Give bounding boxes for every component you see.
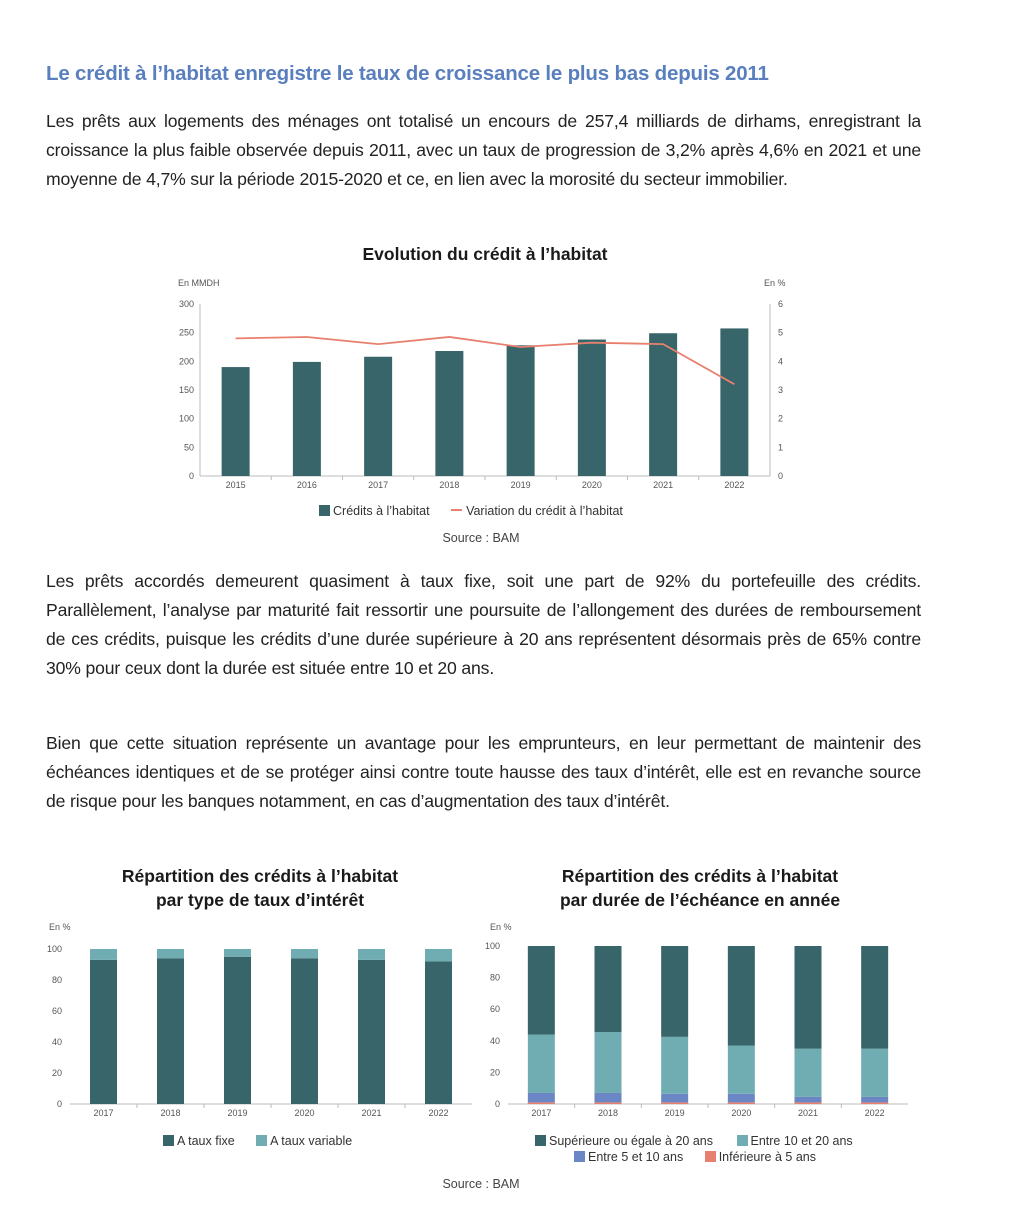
svg-text:2020: 2020	[581, 480, 602, 490]
svg-text:300: 300	[178, 299, 194, 309]
chart3-unit: En %	[490, 922, 512, 932]
paragraph-1: Les prêts aux logements des ménages ont totalisé un encours de 257,4 milliards de dirhams, enregistrant la croissance la plus faible observée depuis 2011, avec un taux de progression de 3,2% après 4,6% en 2021 et une moyenne de 4,7% sur la période 2015-2020 et ce, en lien avec la morosité du secteur immobilier.	[46, 111, 921, 189]
chart1-left-unit: En MMDH	[178, 278, 220, 288]
bar-segment	[595, 1093, 622, 1102]
legend-item-inf5: Inférieure à 5 ans	[705, 1150, 816, 1164]
svg-text:100: 100	[178, 413, 194, 424]
legend-swatch-icon	[705, 1151, 716, 1162]
legend-item-sup20: Supérieure ou égale à 20 ans	[535, 1134, 713, 1148]
svg-text:2015: 2015	[225, 480, 246, 490]
svg-text:0: 0	[188, 471, 194, 481]
svg-text:0: 0	[56, 1099, 62, 1109]
svg-text:20: 20	[489, 1067, 500, 1078]
paragraph-2: Les prêts accordés demeurent quasiment à taux fixe, soit une part de 92% du portefeuille des crédits. Parallèlement, l’analyse par maturité fait ressortir une poursuite de l’allongement des durées de remboursement de ces crédits, puisque les crédits d’une durée supérieure à 20 ans représentent désormais près de 65% contre 30% pour ceux dont la durée est située entre 10 et 20 ans.	[46, 571, 921, 678]
legend-item-10-20: Entre 10 et 20 ans	[737, 1134, 853, 1148]
svg-text:100: 100	[484, 941, 500, 951]
svg-text:0: 0	[494, 1099, 500, 1109]
section-heading: Le crédit à l’habitat enregistre le taux de croissance le plus bas depuis 2011	[46, 62, 769, 85]
bar-segment	[224, 957, 251, 1104]
bar-segment	[291, 958, 318, 1104]
svg-text:2019: 2019	[510, 480, 531, 490]
chart1-legend	[319, 504, 623, 518]
svg-text:40: 40	[51, 1037, 62, 1047]
chart1-plot	[160, 290, 820, 495]
paragraph-3: Bien que cette situation représente un avantage pour les emprunteurs, en leur permettant de maintenir des échéances identiques et de se protéger ainsi contre toute hausse des taux d’intérêt, elle est en revanche source de risque pour les banques notamment, en cas d’augmentation des taux d’intérêt.	[46, 733, 921, 811]
bar-segment	[528, 1034, 555, 1092]
legend-swatch-icon	[535, 1135, 546, 1146]
svg-text:2018: 2018	[160, 1108, 181, 1118]
svg-text:60: 60	[489, 1004, 500, 1015]
bar-segment	[661, 1094, 688, 1103]
svg-text:2021: 2021	[797, 1108, 819, 1118]
svg-text:2016: 2016	[296, 480, 317, 490]
chart2-title: Répartition des crédits à l’habitat par type de taux d’intérêt	[121, 866, 399, 910]
bar-segment	[595, 1032, 622, 1093]
svg-text:150: 150	[178, 385, 194, 395]
legend-item-variation: Variation du crédit à l’habitat	[451, 504, 623, 518]
svg-text:2: 2	[778, 413, 784, 424]
chart3-source: Source : BAM	[442, 1177, 520, 1191]
chart3-plot	[480, 934, 920, 1126]
svg-text:1: 1	[778, 442, 784, 453]
svg-text:2019: 2019	[227, 1108, 248, 1118]
svg-text:80: 80	[489, 972, 500, 983]
bar-segment	[90, 960, 117, 1104]
bar	[649, 333, 677, 476]
bar-segment	[795, 1097, 822, 1103]
bar-segment	[425, 949, 452, 961]
legend-swatch-icon	[163, 1135, 174, 1146]
svg-text:2017: 2017	[531, 1108, 552, 1118]
bar-segment	[224, 949, 251, 957]
chart1-source: Source : BAM	[442, 531, 520, 545]
bar-segment	[861, 946, 888, 1049]
chart3-title: Répartition des crédits à l’habitat par durée de l’échéance en année	[559, 866, 841, 910]
svg-text:40: 40	[489, 1035, 500, 1046]
bar-segment	[795, 946, 822, 1049]
bar-segment	[358, 960, 385, 1104]
chart2-unit: En %	[49, 922, 71, 932]
svg-text:0: 0	[778, 471, 784, 481]
svg-text:2019: 2019	[664, 1108, 685, 1118]
chart1-title: Evolution du crédit à l’habitat	[362, 244, 608, 264]
bar	[293, 362, 321, 476]
bar-segment	[157, 958, 184, 1104]
svg-text:2022: 2022	[864, 1108, 885, 1118]
svg-text:100: 100	[46, 944, 62, 954]
bar-segment	[90, 949, 117, 960]
bar	[435, 351, 463, 476]
chart1-right-unit: En %	[764, 278, 786, 288]
bar-segment	[728, 1046, 755, 1094]
svg-text:6: 6	[778, 299, 784, 309]
chart3-legend-row1	[535, 1134, 853, 1148]
bar-segment	[861, 1102, 888, 1104]
bar	[578, 340, 606, 476]
bar	[364, 357, 392, 476]
legend-swatch-icon	[737, 1135, 748, 1146]
svg-text:4: 4	[778, 356, 784, 367]
bar-segment	[861, 1049, 888, 1097]
svg-text:60: 60	[51, 1006, 62, 1016]
svg-text:2022: 2022	[428, 1108, 449, 1118]
svg-text:2018: 2018	[597, 1108, 619, 1118]
legend-item-5-10: Entre 5 et 10 ans	[574, 1150, 683, 1164]
bar-segment	[528, 946, 555, 1034]
bar-segment	[728, 1102, 755, 1104]
bar-segment	[358, 949, 385, 960]
bar-segment	[595, 1102, 622, 1104]
svg-text:2018: 2018	[439, 480, 460, 490]
svg-text:2020: 2020	[294, 1108, 315, 1118]
chart3-legend-row2	[574, 1150, 816, 1164]
svg-text:80: 80	[51, 975, 62, 985]
bar-segment	[595, 946, 622, 1032]
svg-text:3: 3	[778, 385, 784, 395]
chart2-plot	[40, 936, 480, 1126]
bar-segment	[661, 946, 688, 1037]
bar-segment	[425, 961, 452, 1104]
bar	[222, 367, 250, 476]
bar-segment	[528, 1093, 555, 1102]
svg-text:200: 200	[178, 356, 194, 367]
bar-segment	[661, 1102, 688, 1104]
bar-segment	[157, 949, 184, 958]
bar	[720, 328, 748, 476]
svg-text:2017: 2017	[93, 1108, 114, 1118]
legend-swatch-bar-icon	[319, 505, 330, 516]
bar-segment	[291, 949, 318, 958]
bar-segment	[795, 1102, 822, 1104]
legend-swatch-icon	[574, 1151, 585, 1162]
svg-text:20: 20	[51, 1068, 62, 1078]
chart2-legend	[163, 1134, 352, 1148]
svg-text:2017: 2017	[368, 480, 389, 490]
svg-text:2022: 2022	[724, 480, 745, 490]
bar-segment	[861, 1097, 888, 1103]
svg-text:50: 50	[183, 442, 194, 453]
svg-text:2021: 2021	[361, 1108, 382, 1118]
bar-segment	[728, 1094, 755, 1103]
svg-text:250: 250	[178, 327, 194, 338]
legend-item-fixe: A taux fixe	[163, 1134, 235, 1148]
bar-segment	[528, 1102, 555, 1104]
bar-segment	[795, 1049, 822, 1097]
legend-swatch-line-icon	[451, 509, 462, 511]
bar-segment	[728, 946, 755, 1046]
svg-text:2020: 2020	[731, 1108, 752, 1118]
legend-item-variable: A taux variable	[256, 1134, 352, 1148]
legend-swatch-icon	[256, 1135, 267, 1146]
bar	[507, 345, 535, 476]
legend-item-credits: Crédits à l’habitat	[319, 504, 430, 518]
svg-text:2021: 2021	[653, 480, 674, 490]
svg-text:5: 5	[778, 327, 784, 338]
bar-segment	[661, 1037, 688, 1094]
